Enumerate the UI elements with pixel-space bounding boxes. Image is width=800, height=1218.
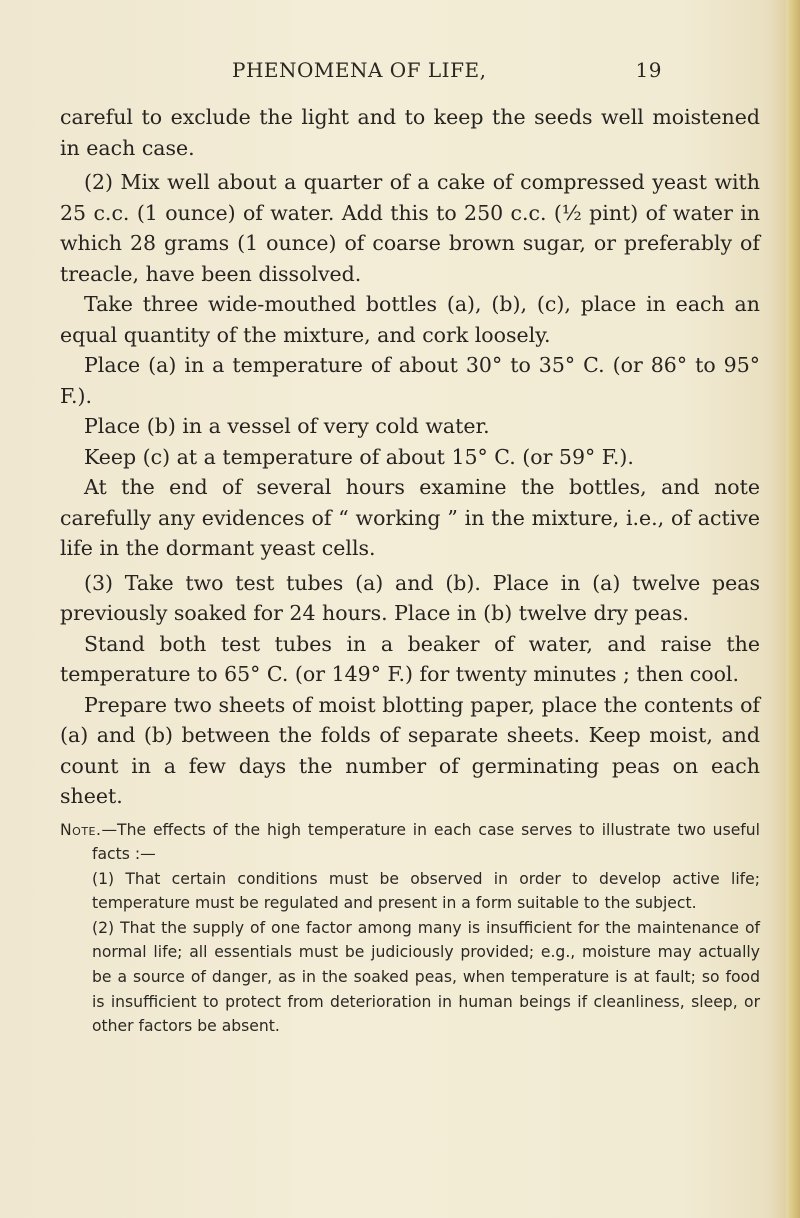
paragraph-place-b: Place (b) in a vessel of very cold water.: [84, 414, 490, 438]
paragraph-step-2: (2) Mix well about a quarter of a cake of compressed yeast with 25 c.c. (1 ounce) of water. Add this to 250 c.c. (½ pint) of water in which 28 grams (1 ounce) of coarse brown sugar, or preferably of treacle, have been dissolved.: [60, 170, 760, 286]
running-head: PHENOMENA OF LIFE,: [232, 58, 487, 82]
note-point-2: (2) That the supply of one factor among many is insufficient for the maintenance of normal life; all essentials must be judiciously provided; e.g., moisture may actually be a source of danger, as in the soaked peas, when temperature is at fault; so food is insufficient to protect from deterioration in human beings if cleanliness, sleep, or other factors be absent.: [92, 918, 760, 1036]
note-label: Note.: [60, 820, 102, 839]
page-edge: [786, 0, 800, 1218]
paragraph-continuation: careful to exclude the light and to keep the seeds well moistened in each case.: [60, 105, 760, 160]
page-body: [60, 102, 760, 1039]
paragraph-bottles: Take three wide-mouthed bottles (a), (b), (c), place in each an equal quantity of the mixture, and cork loosely.: [60, 292, 760, 347]
paragraph-place-a: Place (a) in a temperature of about 30° to 35° C. (or 86° to 95° F.).: [60, 353, 760, 408]
note-intro: [60, 818, 760, 867]
page-number: 19: [635, 58, 662, 82]
paragraph-examine: At the end of several hours examine the bottles, and note carefully any evidences of “ working ” in the mixture, i.e., of active life in the dormant yeast cells.: [60, 475, 760, 560]
paragraph-step-3: (3) Take two test tubes (a) and (b). Place in (a) twelve peas previously soaked for 24 hours. Place in (b) twelve dry peas.: [60, 570, 760, 625]
paragraph-keep-c: Keep (c) at a temperature of about 15° C. (or 59° F.).: [84, 444, 634, 469]
paragraph-test-tubes: Stand both test tubes in a beaker of water, and raise the temperature to 65° C. (or 149° F.) for twenty minutes ; then cool.: [60, 631, 760, 686]
paragraph-blotting: Prepare two sheets of moist blotting paper, place the contents of (a) and (b) between the folds of separate sheets. Keep moist, and count in a few days the number of germinating peas on each sheet.: [60, 692, 760, 808]
note-intro-text: —The effects of the high temperature in each case serves to illustrate two useful facts :—: [92, 820, 760, 864]
note-point-1: (1) That certain conditions must be observed in order to develop active life; temperature must be regulated and present in a form suitable to the subject.: [92, 869, 760, 913]
